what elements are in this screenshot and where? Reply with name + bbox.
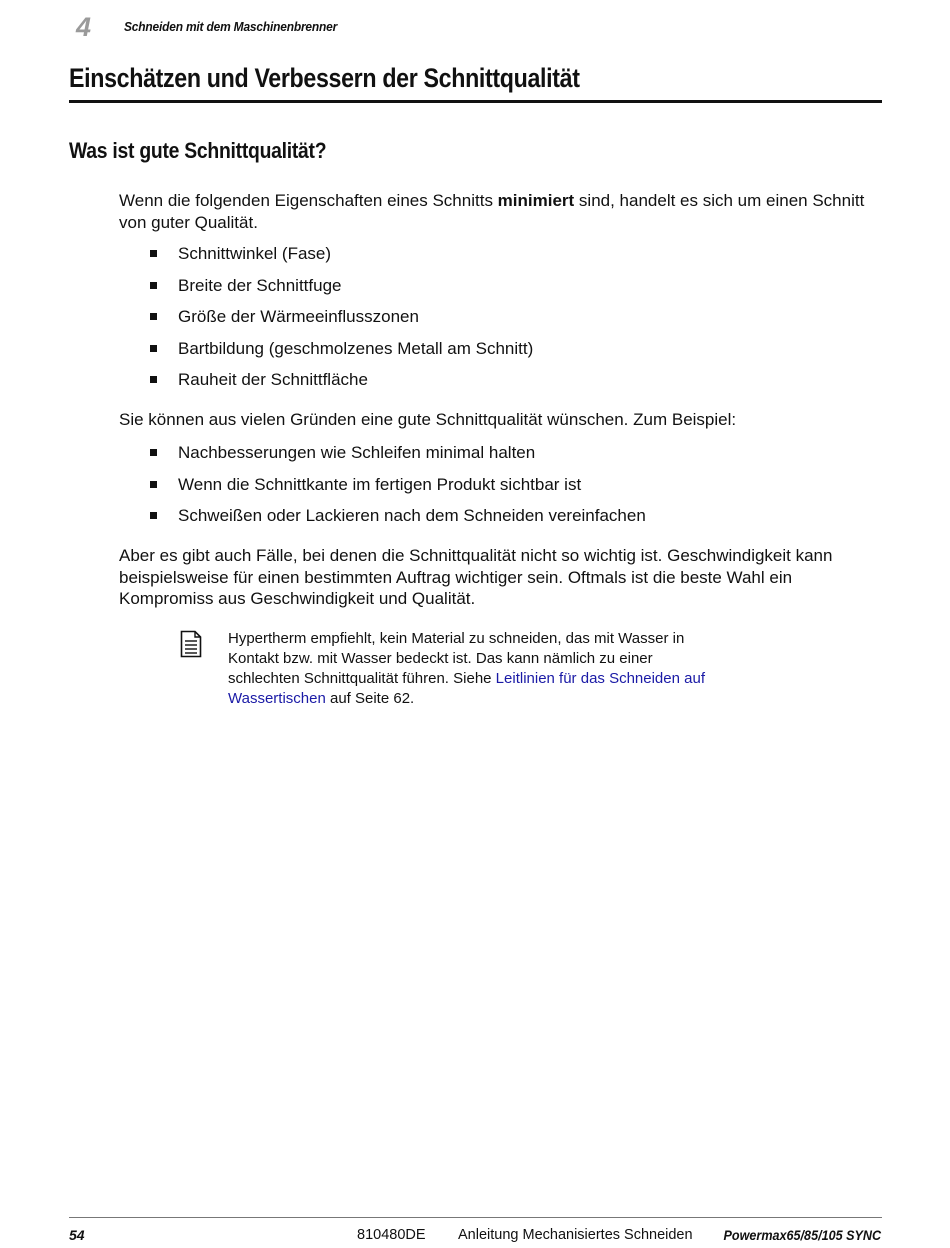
bullet-square-icon — [150, 512, 157, 519]
intro-text-start: Wenn die folgenden Eigenschaften eines Schnitts — [119, 191, 498, 210]
reasons-list — [150, 442, 646, 537]
bullet-square-icon — [150, 449, 157, 456]
list-item — [150, 505, 646, 537]
bullet-square-icon — [150, 313, 157, 320]
intro-bold-term: minimiert — [497, 191, 575, 210]
list-item-text: Größe der Wärmeeinflusszonen — [178, 307, 419, 326]
product-name: Powermax65/85/105 SYNC — [723, 1227, 881, 1243]
note-line-3: schlechten Schnittqualität führen. Siehe — [228, 670, 496, 687]
list-item-text: Bartbildung (geschmolzenes Metall am Schnitt) — [178, 338, 534, 358]
note-link-part-2: Wassertischen — [228, 690, 326, 707]
note-icon — [180, 630, 202, 658]
bullet-square-icon — [150, 250, 157, 257]
quality-characteristics-list — [150, 243, 533, 401]
list-item — [150, 275, 533, 307]
tradeoff-paragraph: Aber es gibt auch Fälle, bei denen die Schnittqualität nicht so wichtig ist. Geschwindigkeit kann beispielsweise für einen bestimmten Auftrag wichtiger sein. Oftmals ist die beste Wahl ein Kompromiss aus Geschwindigkeit und Qualität. — [119, 546, 833, 608]
intro-text-end: sind, handelt es sich um einen Schnitt von guter Qualität. — [119, 191, 865, 232]
note-link-part-1: Leitlinien für das Schneiden auf — [495, 670, 705, 687]
list-item-text: Wenn die Schnittkante im fertigen Produkt sichtbar ist — [178, 474, 582, 494]
bullet-square-icon — [150, 345, 157, 352]
note-line-1: Hypertherm empfiehlt, kein Material zu schneiden, das mit Wasser in — [228, 630, 685, 647]
list-item-text: Schweißen oder Lackieren nach dem Schneiden vereinfachen — [178, 506, 646, 525]
manual-title: Anleitung Mechanisiertes Schneiden — [458, 1227, 693, 1243]
section-title: Einschätzen und Verbessern der Schnittqualität — [69, 63, 580, 93]
list-item-text: Rauheit der Schnittfläche — [178, 370, 368, 389]
section-divider — [69, 100, 882, 103]
footer-divider — [69, 1217, 882, 1218]
note-page-reference: auf Seite 62. — [325, 690, 415, 707]
list-item — [150, 243, 533, 275]
list-item — [150, 306, 533, 338]
list-item — [150, 442, 646, 474]
document-number: 810480DE — [357, 1227, 426, 1243]
reasons-paragraph: Sie können aus vielen Gründen eine gute Schnittqualität wünschen. Zum Beispiel: — [119, 410, 737, 429]
list-item — [150, 338, 533, 370]
page-number: 54 — [69, 1227, 85, 1243]
list-item — [150, 474, 646, 506]
note-line-2: Kontakt bzw. mit Wasser bedeckt ist. Das kann nämlich zu einer — [228, 650, 653, 667]
list-item-text: Breite der Schnittfuge — [178, 275, 342, 295]
bullet-square-icon — [150, 376, 157, 383]
list-item-text: Schnittwinkel (Fase) — [178, 244, 332, 263]
list-item-text: Nachbesserungen wie Schleifen minimal halten — [178, 443, 536, 462]
chapter-number: 4 — [76, 12, 92, 42]
chapter-title: Schneiden mit dem Maschinenbrenner — [124, 19, 338, 34]
intro-paragraph — [119, 190, 884, 233]
note-text — [228, 629, 748, 709]
bullet-square-icon — [150, 282, 157, 289]
list-item — [150, 369, 533, 401]
subsection-title: Was ist gute Schnittqualität? — [69, 138, 327, 163]
bullet-square-icon — [150, 481, 157, 488]
